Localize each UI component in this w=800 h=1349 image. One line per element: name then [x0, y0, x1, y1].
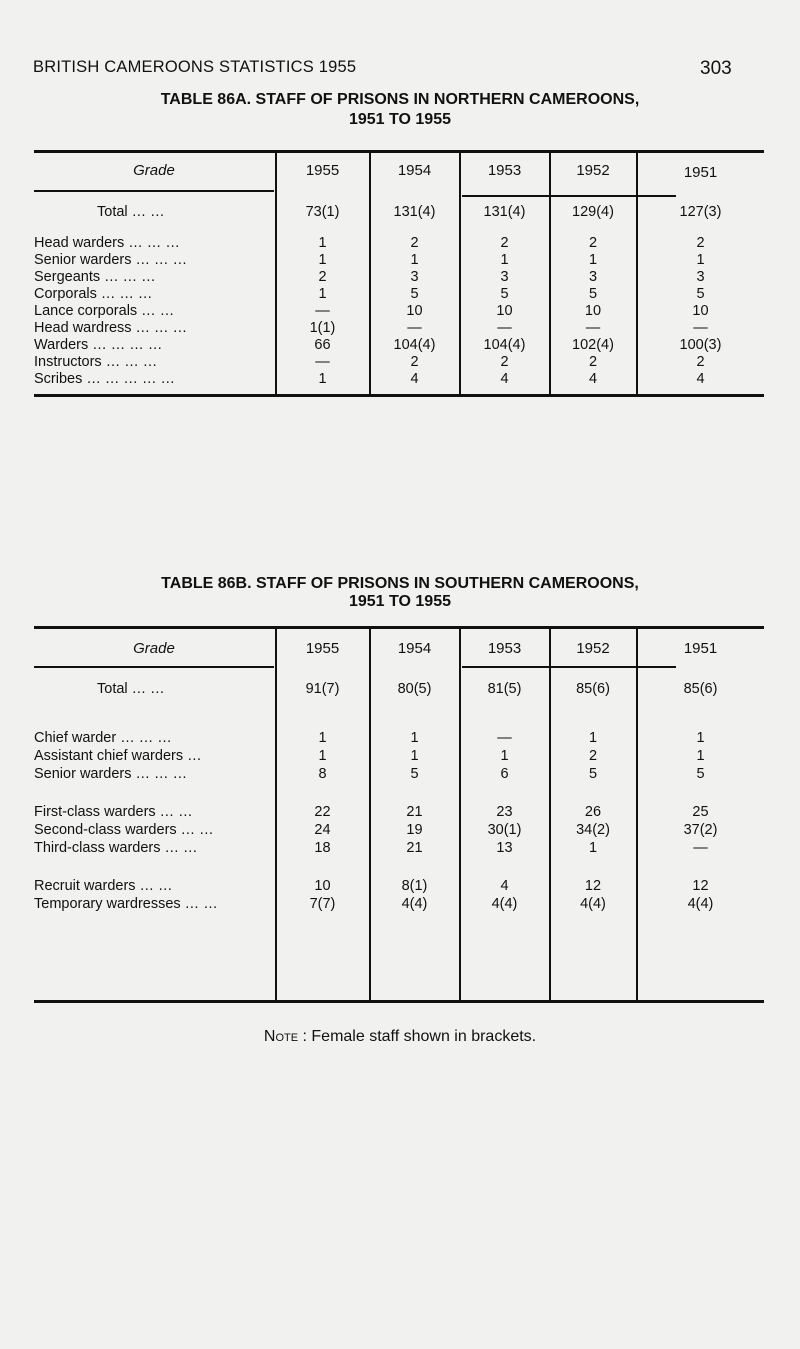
table-row	[34, 877, 764, 895]
value-cell: 4	[500, 371, 509, 387]
value-cell: 104(4)	[483, 337, 526, 353]
row-label	[34, 285, 274, 303]
value-cell: 4(4)	[687, 896, 714, 912]
value-cell: 2	[500, 235, 509, 251]
dot-leader: … … …	[110, 337, 163, 353]
value-cell: 5	[696, 766, 705, 782]
value-cell: 7(7)	[309, 896, 336, 912]
table-row	[34, 680, 764, 698]
value-cell: 1	[318, 286, 327, 302]
value-cell: 8	[318, 766, 327, 782]
table-a-title-line1: TABLE 86A. STAFF OF PRISONS IN NORTHERN CAMEROONS,	[160, 91, 640, 108]
row-label-text: Senior warders …	[34, 252, 151, 268]
value-cell: 1(1)	[309, 320, 336, 336]
dot-leader: … …	[141, 303, 175, 319]
value-cell: 1	[410, 252, 419, 268]
dot-leader: … … …	[105, 354, 158, 370]
value-cell: 131(4)	[393, 204, 436, 220]
row-label	[34, 821, 274, 839]
value-cell: 2	[500, 354, 509, 370]
value-cell: 2	[588, 748, 598, 764]
dot-leader: …	[203, 896, 218, 912]
value-cell: 1	[318, 252, 327, 268]
note-label: Note	[263, 1028, 299, 1045]
value-cell: 12	[692, 878, 709, 894]
running-title: BRITISH CAMEROONS STATISTICS 1955	[33, 58, 357, 76]
table-row	[34, 765, 764, 783]
row-label	[34, 336, 274, 354]
value-cell: 4	[410, 371, 419, 387]
table-row	[34, 370, 764, 388]
value-cell: 4	[500, 878, 509, 894]
row-label	[34, 234, 274, 252]
value-cell: 1	[410, 748, 419, 764]
value-cell: 4	[696, 371, 705, 387]
value-cell: 10	[496, 303, 513, 319]
dot-leader: … … …	[120, 730, 172, 746]
page-number: 303	[700, 58, 732, 79]
value-cell: 10	[314, 878, 331, 894]
year-header: 1951	[683, 640, 718, 657]
dot-leader: … … … …	[104, 371, 175, 387]
row-label-text: Recruit warders	[34, 878, 136, 894]
value-cell: 2	[410, 354, 419, 370]
year-header: 1952	[576, 162, 610, 179]
table-a-title-line2: 1951 TO 1955	[348, 111, 451, 128]
value-cell: 6	[500, 766, 509, 782]
value-cell: 26	[584, 804, 602, 820]
dot-leader: … …	[131, 204, 165, 220]
value-cell: 1	[696, 252, 705, 268]
value-cell: 66	[314, 337, 331, 353]
table-row	[34, 203, 764, 221]
row-label	[34, 803, 274, 821]
value-cell: 1	[588, 252, 598, 268]
table-row	[34, 336, 764, 354]
row-label-text: Third-class warders	[34, 840, 161, 856]
dot-leader: … …	[154, 252, 188, 268]
value-cell: —	[315, 354, 330, 370]
value-cell: 1	[318, 235, 327, 251]
row-label-text: Total	[97, 204, 128, 220]
row-label	[34, 747, 274, 765]
row-label	[34, 680, 274, 698]
note-text: : Female staff shown in brackets.	[302, 1028, 537, 1045]
value-cell: 2	[696, 235, 705, 251]
table-bottom-rule	[34, 1000, 764, 1003]
grade-header: Grade	[133, 162, 175, 179]
value-cell: 22	[314, 804, 331, 820]
value-cell: —	[693, 320, 708, 336]
row-label-text: Corporals	[34, 286, 97, 302]
table-note	[0, 1028, 800, 1046]
table-row	[34, 839, 764, 857]
dot-leader: … …	[131, 681, 165, 697]
dot-leader: … …	[139, 878, 173, 894]
row-label-text: First-class warders	[34, 804, 156, 820]
table-row	[34, 821, 764, 839]
row-label	[34, 251, 274, 269]
value-cell: 1	[500, 748, 509, 764]
value-cell: 1	[696, 748, 705, 764]
value-cell: 5	[410, 286, 419, 302]
table-row	[34, 895, 764, 913]
value-cell: 4(4)	[401, 896, 428, 912]
row-label	[34, 353, 274, 371]
value-cell: 1	[318, 748, 327, 764]
value-cell: 2	[588, 235, 598, 251]
row-label	[34, 839, 274, 857]
value-cell: 24	[314, 822, 331, 838]
value-cell: 127(3)	[679, 204, 722, 220]
value-cell: —	[497, 730, 512, 746]
value-cell: 30(1)	[487, 822, 522, 838]
value-cell: 2	[410, 235, 419, 251]
row-label-text: Sergeants	[34, 269, 101, 285]
table-row	[34, 251, 764, 269]
value-cell: 3	[696, 269, 705, 285]
dot-leader: … …	[159, 804, 193, 820]
value-cell: 5	[410, 766, 419, 782]
value-cell: —	[585, 320, 601, 336]
value-cell: 1	[696, 730, 705, 746]
table-row	[34, 285, 764, 303]
value-cell: 129(4)	[572, 204, 614, 220]
value-cell: 25	[692, 804, 709, 820]
value-cell: 5	[696, 286, 705, 302]
table-86b	[34, 626, 764, 1006]
value-cell: 5	[500, 286, 509, 302]
dot-leader: … …	[146, 235, 180, 251]
row-label	[34, 302, 274, 320]
dot-leader: … …	[154, 320, 188, 336]
value-cell: 102(4)	[572, 337, 614, 353]
row-label	[34, 877, 274, 895]
value-cell: 37(2)	[683, 822, 718, 838]
value-cell: 131(4)	[483, 204, 526, 220]
table-top-rule	[34, 626, 764, 629]
value-cell: —	[693, 840, 708, 856]
value-cell: 12	[584, 878, 602, 894]
year-header: 1951	[683, 164, 718, 181]
value-cell: 85(6)	[576, 681, 610, 697]
value-cell: 80(5)	[397, 681, 432, 697]
row-label-text: Second-class warders …	[34, 822, 196, 838]
header-underline-1953-1952	[462, 195, 676, 197]
row-label	[34, 765, 274, 783]
grade-header: Grade	[133, 640, 175, 657]
table-top-rule	[34, 150, 764, 153]
year-header: 1953	[487, 162, 522, 179]
value-cell: 5	[588, 286, 598, 302]
row-label	[34, 319, 274, 337]
year-header: 1953	[487, 640, 522, 657]
value-cell: 2	[588, 354, 598, 370]
row-label	[34, 203, 274, 221]
row-label	[34, 729, 274, 747]
value-cell: —	[497, 320, 512, 336]
value-cell: 85(6)	[683, 681, 718, 697]
value-cell: 2	[696, 354, 705, 370]
value-cell: 91(7)	[305, 681, 340, 697]
value-cell: 104(4)	[393, 337, 436, 353]
value-cell: 10	[406, 303, 423, 319]
row-label-text: Lance corporals	[34, 303, 138, 319]
row-label-text: Senior warders …	[34, 766, 151, 782]
table-row	[34, 747, 764, 765]
dot-leader: … …	[154, 766, 188, 782]
row-label	[34, 370, 274, 388]
dot-leader: …	[187, 748, 202, 764]
year-header: 1952	[576, 640, 610, 657]
value-cell: 3	[500, 269, 509, 285]
table-86a	[34, 150, 764, 400]
value-cell: 21	[406, 840, 423, 856]
value-cell: 3	[588, 269, 598, 285]
value-cell: 4(4)	[580, 896, 606, 912]
table-b-title-line2: 1951 TO 1955	[348, 593, 451, 610]
dot-leader: … … …	[104, 269, 156, 285]
value-cell: —	[315, 303, 330, 319]
value-cell: 23	[496, 804, 513, 820]
value-cell: 10	[584, 303, 602, 319]
dot-leader: …	[199, 822, 214, 838]
value-cell: 1	[410, 730, 419, 746]
year-header: 1954	[397, 640, 432, 657]
value-cell: 1	[318, 371, 327, 387]
grade-underline	[34, 666, 274, 668]
table-row	[34, 319, 764, 337]
row-label-text: Warders …	[34, 337, 107, 353]
value-cell: 13	[496, 840, 513, 856]
value-cell: 2	[318, 269, 327, 285]
table-row	[34, 353, 764, 371]
table-row	[34, 268, 764, 286]
value-cell: 8(1)	[401, 878, 428, 894]
value-cell: 10	[692, 303, 709, 319]
value-cell: 1	[588, 840, 598, 856]
year-header: 1955	[305, 162, 340, 179]
row-label-text: Assistant chief warders	[34, 748, 184, 764]
table-row	[34, 302, 764, 320]
header-underline-1953-1952	[462, 666, 676, 668]
year-header: 1954	[397, 162, 432, 179]
row-label-text: Head wardress …	[34, 320, 151, 336]
value-cell: —	[407, 320, 422, 336]
value-cell: 4(4)	[491, 896, 518, 912]
value-cell: 1	[500, 252, 509, 268]
table-row	[34, 803, 764, 821]
value-cell: 18	[314, 840, 331, 856]
value-cell: 19	[406, 822, 423, 838]
year-header: 1955	[305, 640, 340, 657]
value-cell: 3	[410, 269, 419, 285]
table-row	[34, 234, 764, 252]
row-label-text: Scribes …	[34, 371, 101, 387]
row-label-text: Total	[97, 681, 128, 697]
value-cell: 34(2)	[576, 822, 610, 838]
table-bottom-rule	[34, 394, 764, 397]
grade-underline	[34, 190, 274, 192]
row-label-text: Head warders …	[34, 235, 143, 251]
value-cell: 1	[588, 730, 598, 746]
row-label-text: Chief warder	[34, 730, 117, 746]
table-b-title-line1: TABLE 86B. STAFF OF PRISONS IN SOUTHERN CAMEROONS,	[161, 575, 639, 592]
value-cell: 73(1)	[305, 204, 340, 220]
row-label-text: Instructors	[34, 354, 102, 370]
dot-leader: … … …	[100, 286, 153, 302]
value-cell: 1	[318, 730, 327, 746]
value-cell: 81(5)	[487, 681, 522, 697]
row-label	[34, 268, 274, 286]
value-cell: 21	[406, 804, 423, 820]
dot-leader: … …	[164, 840, 198, 856]
value-cell: 100(3)	[679, 337, 722, 353]
value-cell: 5	[588, 766, 598, 782]
row-label	[34, 895, 274, 913]
value-cell: 4	[588, 371, 598, 387]
row-label-text: Temporary wardresses …	[34, 896, 200, 912]
table-row	[34, 729, 764, 747]
